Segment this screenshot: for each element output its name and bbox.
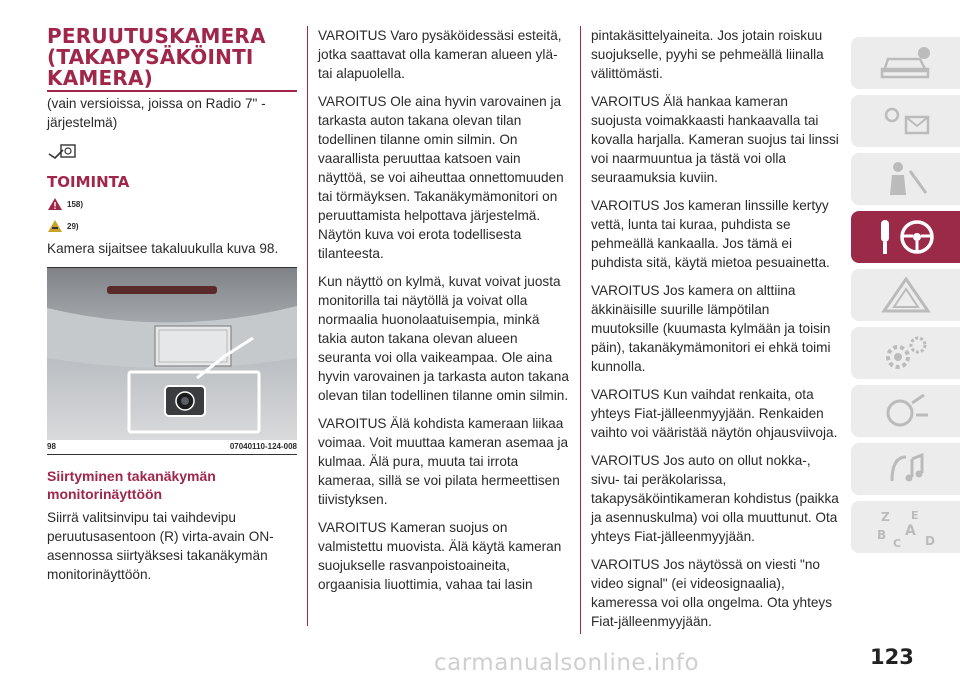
camera-settings-icon [47,142,297,167]
ref-158: 158) [67,199,84,209]
warning-triangle-icon [47,197,63,211]
tab-warning-lights[interactable] [851,95,960,147]
multimedia-icon [876,449,936,489]
svg-text:A: A [904,523,916,539]
tab-maintenance[interactable] [851,327,960,379]
col3-paragraph-3: VAROITUS Jos kameran linssille kertyy vettä, lunta tai kuraa, puhdista se pehmeällä kankaalla. Jos tämä ei puhdista sitä, käytä mietoa pesuainetta. [591,198,830,270]
figure-code: 07040110-124-008 [229,442,297,451]
intro-text: (vain versioissa, joissa on Radio 7" -järjestelmä) [47,96,266,130]
col3-paragraph-5: VAROITUS Kun vaihdat renkaita, ota yhteys Fiat-jälleenmyyjään. Renkaiden vaihto voi vääristää näytön ohjausviivoja. [591,387,838,440]
warning-lights-icon [876,101,936,141]
ref-29: 29) [67,221,79,231]
location-text: Kamera sijaitsee takaluukulla kuva 98. [47,241,279,256]
key-steering-icon [871,216,941,258]
index-letters-icon [871,505,941,549]
col2-paragraph-3: Kun näyttö on kylmä, kuvat voivat juosta monitorilla tai näytöllä ja voivat olla normaalia huonolaatuisempia, minkä takia auton takana olevan alueen seuranta voi olla vaikeampaa. Ole aina hyvin varovainen ja tarkasta auton takana olevan tilan todellinen tilanne omin silmin. [318,274,569,403]
col3-paragraph-2: VAROITUS Älä hankaa kameran suojusta voimakkaasti hankaavalla tai kovalla harjalla. Kameran suojus tai linssi voi naarmuuntua ja tästä voi olla seuraamuksia kuviin. [591,94,839,185]
tab-technical-data[interactable] [851,385,960,437]
technical-data-icon [876,391,936,431]
tab-index[interactable] [851,501,960,553]
tab-multimedia[interactable] [851,443,960,495]
col3-paragraph-4: VAROITUS Jos kamera on alttiina äkkinäisille suurille lämpötilan muutoksille (kuumasta kylmään ja toisin päin), takanäkymämonitori ei ehkä toimi kunnolla. [591,283,831,374]
subtitle-toiminta: TOIMINTA [47,173,130,191]
chapter-tabs [851,37,960,559]
subsection-text: Siirrä valitsinvipu tai vaihdevipu peruutusasentoon (R) virta-avain ON-asennossa siirtyäksesi takanäkymän monitorinäyttöön. [47,510,274,582]
col3-paragraph-7: VAROITUS Jos näytössä on viesti "no video signal" (ei videosignaalia), kameressa voi olla ongelma. Ota yhteys Fiat-jälleenmyyjään. [591,557,833,629]
column-3 [591,26,841,640]
section-title: PERUUTUSKAMERA (TAKAPYSÄKÖINTI KAMERA) [47,26,297,92]
rear-camera-photo [47,268,297,440]
tab-safety[interactable] [851,153,960,205]
col2-paragraph-1: VAROITUS Varo pysäköidessäsi esteitä, jotka saattavat olla kameran alueen ylä- tai alapuolella. [318,28,562,81]
tab-starting-driving[interactable] [851,211,960,263]
column-divider-1 [307,26,308,626]
caution-triangle-icon [47,219,63,233]
col2-paragraph-5: VAROITUS Kameran suojus on valmistettu muovista. Älä käytä kameran suojukselle rasvanpoistoaineita, orgaanisia liuottimia, vahaa tai lasin [318,520,562,592]
tab-emergency[interactable] [851,269,960,321]
column-divider-2 [580,26,581,634]
col2-paragraph-4: VAROITUS Älä kohdista kameraan liikaa voimaa. Voit muuttaa kameran asemaa ja kulmaa. Älä pura, muuta tai irrota kameraa, sillä se voi pilata hermeettisen tiivistyksen. [318,416,569,507]
column-2 [318,26,570,603]
watermark: carmanualsonline.info [434,650,700,676]
svg-text:C: C [892,537,901,549]
seatbelt-safety-icon [876,159,936,199]
warning-ref-158 [47,197,297,211]
svg-text:D: D [924,534,935,548]
col2-paragraph-2: VAROITUS Ole aina hyvin varovainen ja tarkasta auton takana olevan tilan todellinen tilanne omin silmin. On vaarallista peruuttaa katsoen vain näyttöä, se voi aiheuttaa onnettomuuden tai törmäyksen. Takanäkymämonitori on peruuttamista helpottava järjestelmä. Näytön kuva voi erota todellisesta tilanteesta. [318,94,564,261]
col3-paragraph-1: pintakäsittelyaineita. Jos jotain roiskuu suojukselle, pyyhi se pehmeällä liinalla välittömästi. [591,28,824,81]
maintenance-gears-icon [876,333,936,373]
svg-text:E: E [910,509,919,522]
subsection-title: Siirtyminen takanäkymän monitorinäyttöön [47,468,216,502]
emergency-triangle-icon [876,275,936,315]
car-info-icon [876,43,936,83]
svg-text:Z: Z [880,510,890,524]
figure-number: 98 [47,442,56,451]
figure-caption [47,440,297,455]
page-number: 123 [870,645,914,669]
column-1 [47,26,297,593]
svg-text:B: B [876,528,886,542]
warning-ref-29 [47,219,297,233]
tab-car-info[interactable] [851,37,960,89]
col3-paragraph-6: VAROITUS Jos auto on ollut nokka-, sivu- tai peräkolarissa, takapysäköintikameran kohdistus (paikka ja asennuskulma) voi olla muuttunut. Ota yhteys Fiat-jälleenmyyjään. [591,453,839,544]
